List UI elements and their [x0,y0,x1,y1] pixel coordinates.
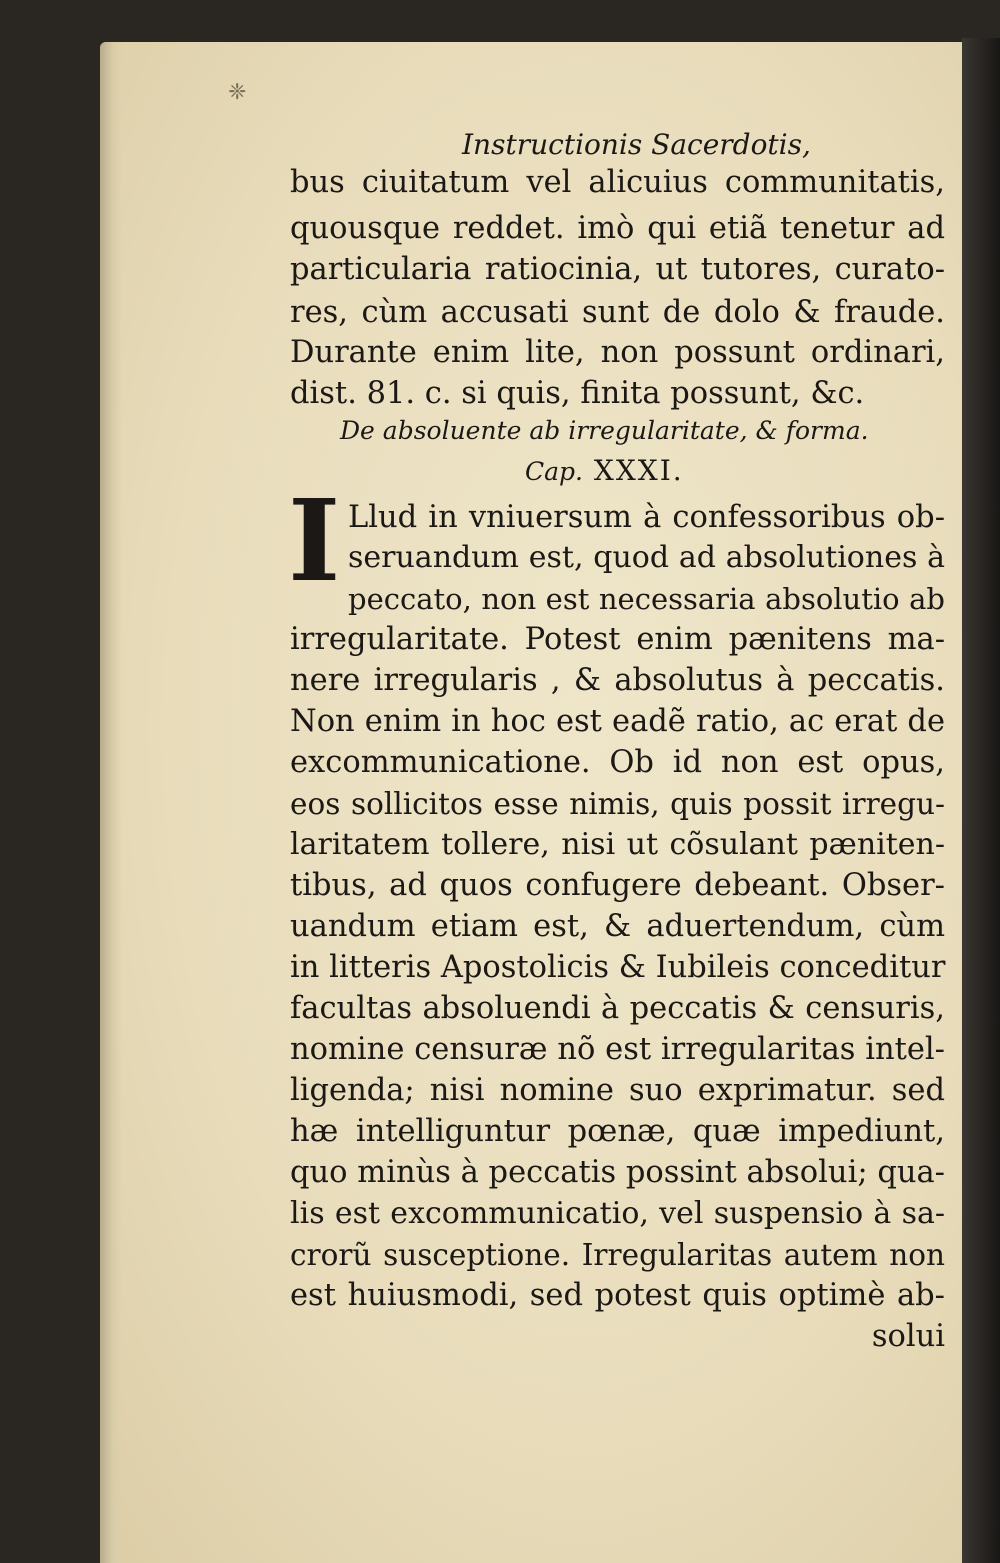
text-line: peccato, non est necessaria absolutio ab [348,582,945,616]
catchword: solui [871,1319,945,1354]
chapter-number: XXXI. [593,454,684,487]
text-line: nere irregularis , & absolutus à peccatis. [290,663,945,698]
text-line: dist. 81. c. si quis, finita possunt, &c. [290,376,865,411]
text-line: laritatem tollere, nisi ut cõsulant pæniten- [290,827,945,862]
text-line: quo minùs à peccatis possint absolui; qua- [290,1155,945,1190]
drop-cap: I [288,476,341,607]
text-line: Non enim in hoc est eadẽ ratio, ac erat de [290,704,945,739]
chapter-title [525,454,684,489]
section-heading: De absoluente ab irregularitate, & forma. [340,416,869,445]
text-line: seruandum est, quod ad absolutiones à [348,540,945,575]
running-header: Instructionis Sacerdotis, [462,128,811,161]
text-line: Llud in vniuersum à confessoribus ob- [348,500,945,535]
text-line: tibus, ad quos confugere debeant. Obser- [290,868,945,903]
chapter-label: Cap. [525,457,583,486]
text-line: ligenda; nisi nomine suo exprimatur. sed [290,1073,945,1108]
text-line: crorũ susceptione. Irregularitas autem non [290,1238,945,1272]
text-line: uandum etiam est, & aduertendum, cùm [290,909,945,944]
text-line: in litteris Apostolicis & Iubileis conceditur [290,950,946,985]
text-line: Durante enim lite, non possunt ordinari, [290,335,945,370]
text-line: lis est excommunicatio, vel suspensio à sa- [290,1196,945,1231]
text-line: est huiusmodi, sed potest quis optimè ab- [290,1278,945,1313]
text-line: quousque reddet. imò qui etiã tenetur ad [290,211,945,246]
text-line: hæ intelliguntur pœnæ, quæ impediunt, [290,1114,945,1149]
ornament-mark: ❈ [228,80,247,105]
text-line: facultas absoluendi à peccatis & censuris, [290,991,945,1026]
text-line: irregularitate. Potest enim pænitens ma- [290,622,945,657]
text-line: particularia ratiocinia, ut tutores, curato- [290,252,945,287]
text-line: res, cùm accusati sunt de dolo & fraude. [290,295,945,330]
text-line: eos sollicitos esse nimis, quis possit irregu- [290,787,945,821]
text-line: excommunicatione. Ob id non est opus, [290,745,945,780]
text-line: nomine censuræ nõ est irregularitas intel- [290,1032,945,1067]
text-line: bus ciuitatum vel alicuius communitatis, [290,165,945,200]
